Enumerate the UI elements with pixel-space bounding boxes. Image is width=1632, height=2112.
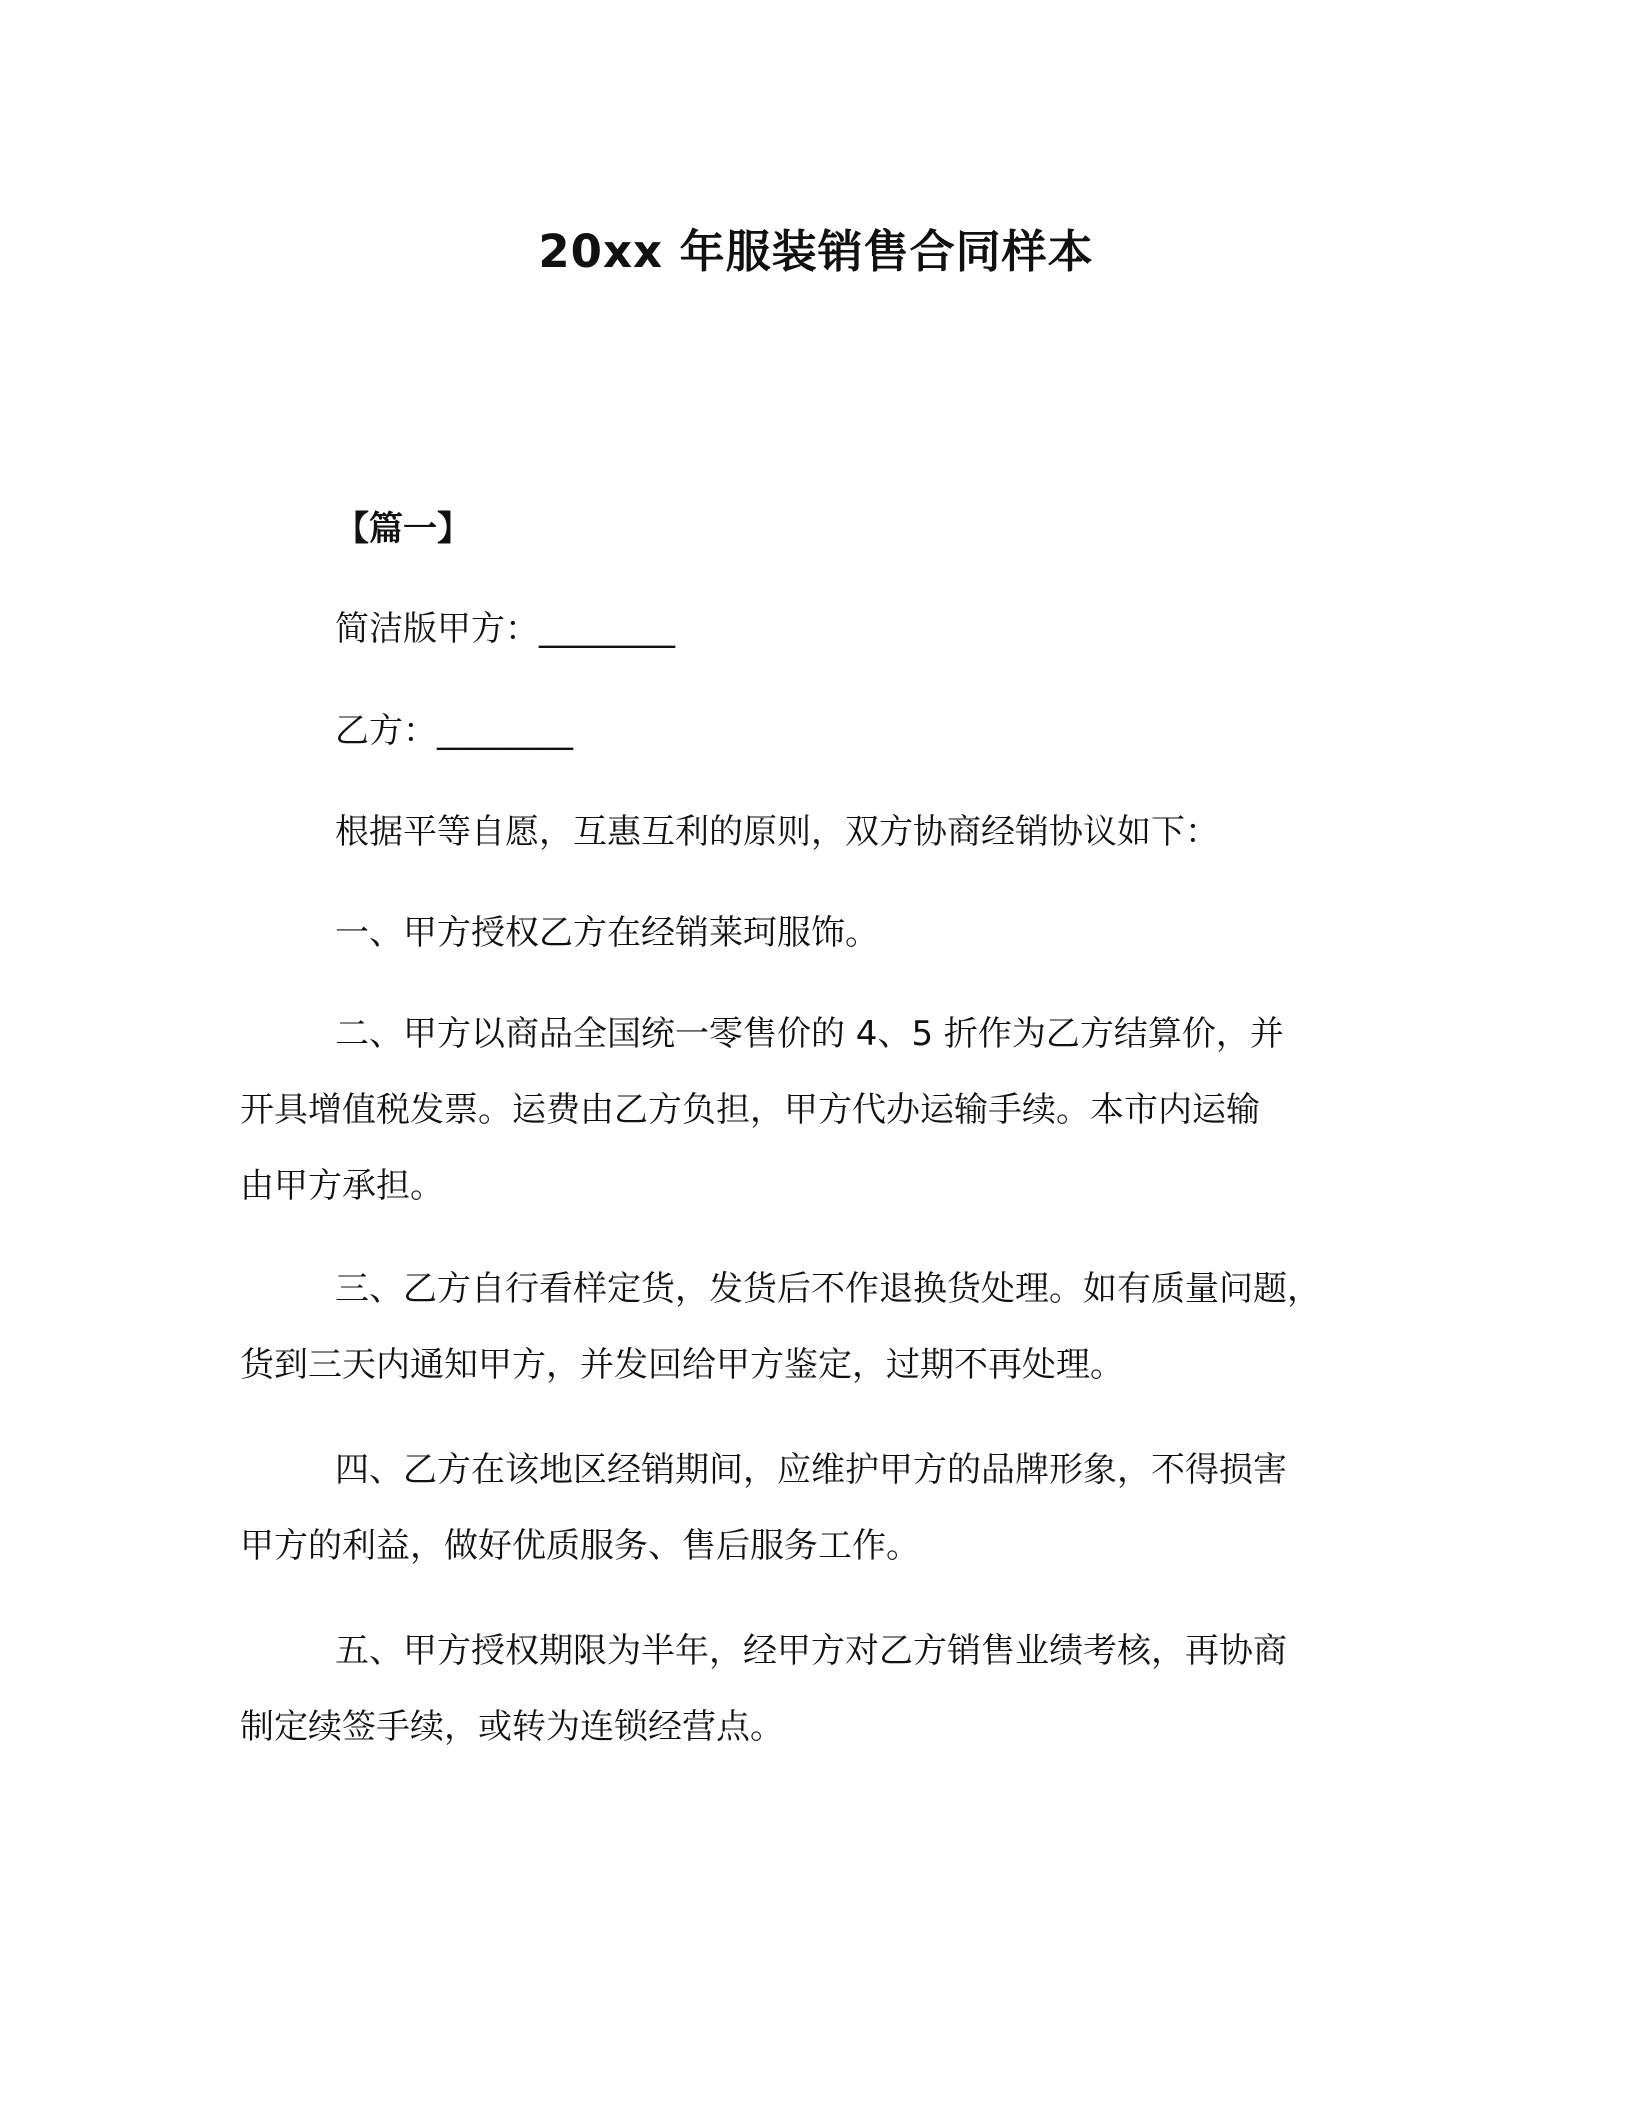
clause-1: 一、甲方授权乙方在经销莱珂服饰。 [335, 913, 879, 953]
clause-5-line-2: 制定续签手续，或转为连锁经营点。 [240, 1707, 784, 1747]
clause-2-line-1: 二、甲方以商品全国统一零售价的 4、5 折作为乙方结算价，并 [335, 1014, 1284, 1054]
clause-3 [240, 1251, 1410, 1403]
clause-2 [240, 996, 1410, 1224]
section-label: 【篇一】 [335, 509, 471, 549]
clause-3-line-2: 货到三天内通知甲方，并发回给甲方鉴定，过期不再处理。 [240, 1345, 1124, 1385]
clause-2-line-3: 由甲方承担。 [240, 1166, 444, 1206]
clause-4-line-1: 四、乙方在该地区经销期间，应维护甲方的品牌形象，不得损害 [335, 1450, 1287, 1490]
party-b-line: 乙方：________ [335, 711, 573, 751]
party-a-line: 简洁版甲方：________ [335, 609, 675, 649]
clause-4-line-2: 甲方的利益，做好优质服务、售后服务工作。 [240, 1526, 920, 1566]
clause-5 [240, 1613, 1410, 1765]
clause-5-line-1: 五、甲方授权期限为半年，经甲方对乙方销售业绩考核，再协商 [335, 1631, 1287, 1671]
clause-2-line-2: 开具增值税发票。运费由乙方负担，甲方代办运输手续。本市内运输 [240, 1090, 1260, 1130]
clause-3-line-1: 三、乙方自行看样定货，发货后不作退换货处理。如有质量问题， [335, 1269, 1321, 1309]
clause-4 [240, 1432, 1410, 1584]
document-title: 20xx 年服装销售合同样本 [538, 225, 1094, 278]
intro-paragraph: 根据平等自愿，互惠互利的原则，双方协商经销协议如下： [335, 812, 1219, 852]
